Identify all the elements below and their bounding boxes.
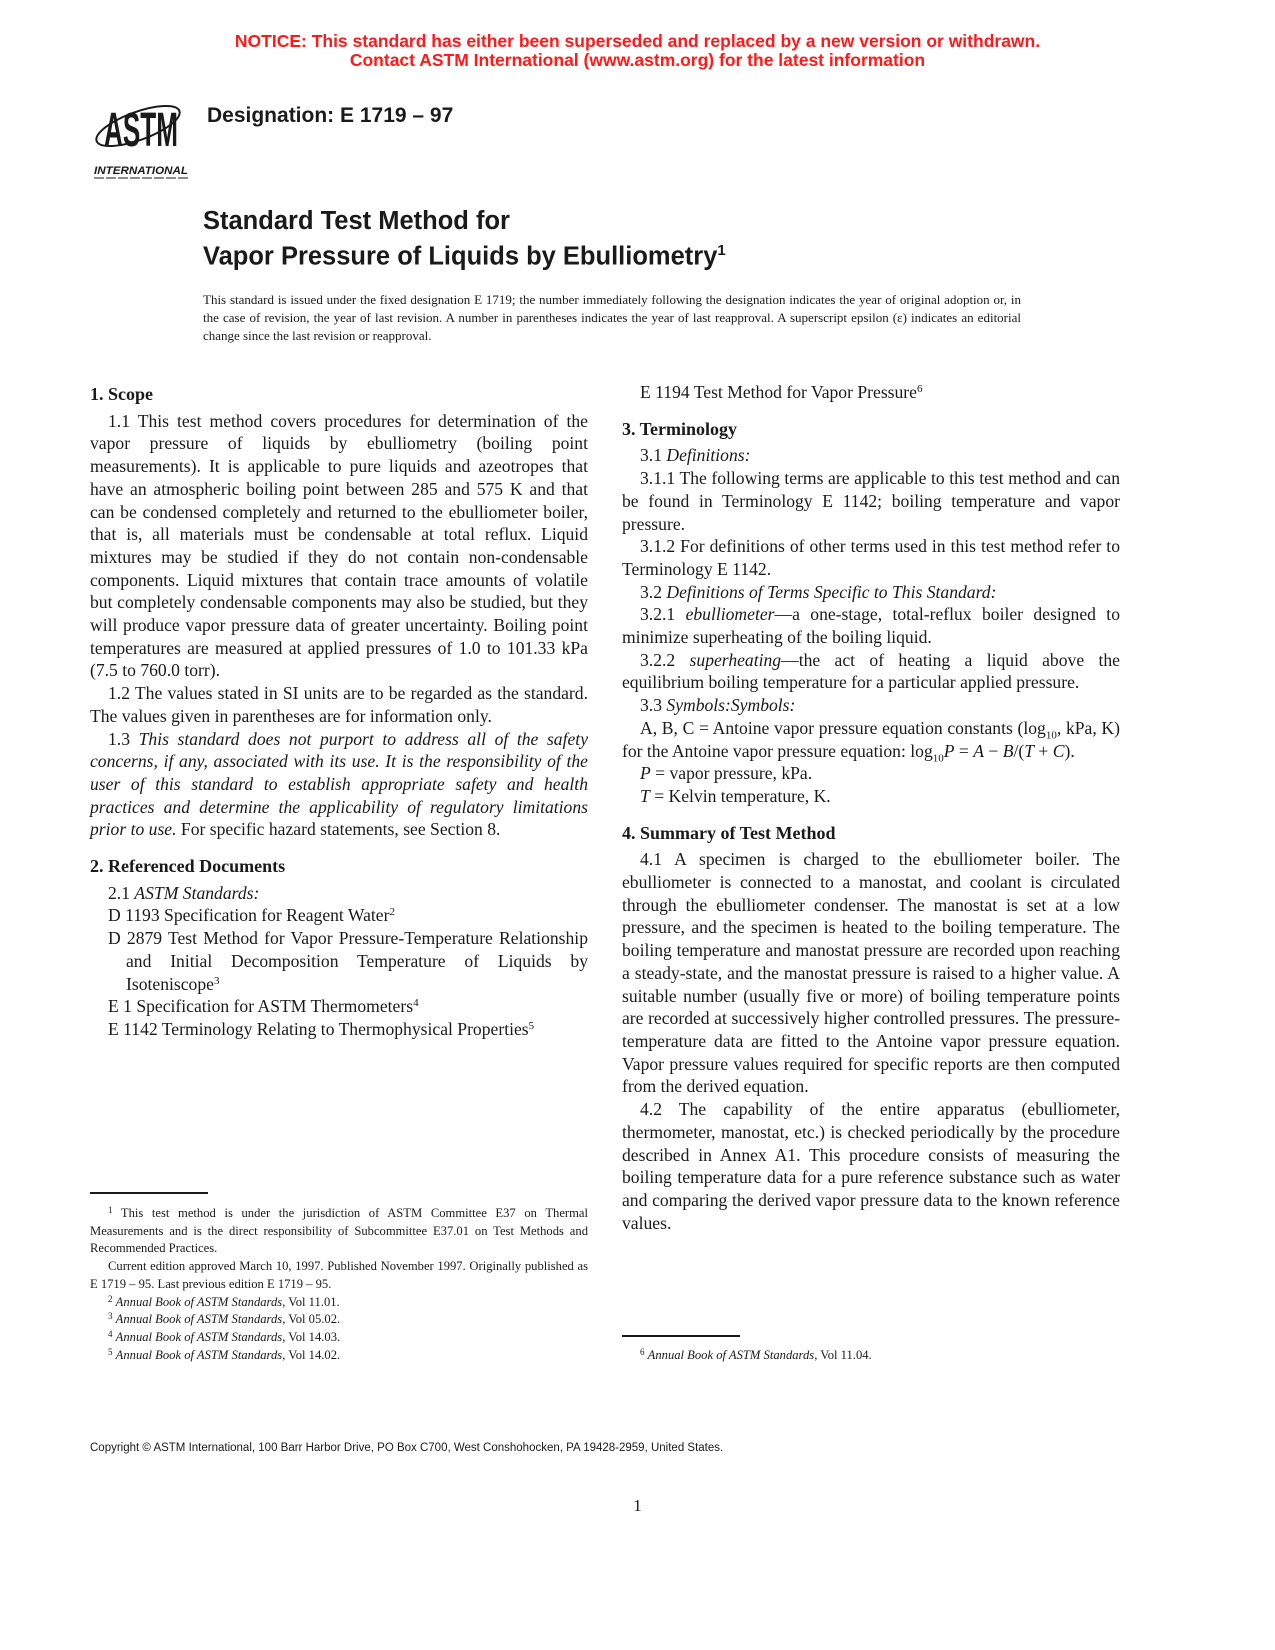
text-run: 6: [916, 383, 923, 395]
text-run: , kPa, K) for the Antoine vapor pressure equation: log: [622, 717, 1120, 761]
text-run: 2: [108, 1293, 113, 1304]
title-line-1: Standard Test Method for: [203, 207, 510, 235]
text-run: This standard does not purport to address all of the safety concerns, if any, associated with its use. It is the responsibility of the user of this standard to establish appropriate safety and health practices and determine the applicability of regulatory limitations prior to use.: [90, 728, 589, 840]
text-run: 4.1 A specimen is charged to the ebulliometer boiler. The ebulliometer is connected to a manostat, and coolant is circulated through the ebulliometer condenser. The manostat is set at a low pressure, and the specimen is heated to the boiling temperature. The boiling temperature and manostat pressure are recorded upon reaching a steady-state, and the manostat pressure is raised to a higher value. A suitable number (usually five or more) of boiling temperature points are recorded at successively higher controlled pressures. The pressure-temperature data are fitted to the Antoine vapor pressure equation. Vapor pressure values required for specific reports are then computed from the derived equation.: [622, 849, 1120, 1097]
section-heading: 4. Summary of Test Method: [622, 822, 836, 843]
text-run: 3.1.1 The following terms are applicable to this test method and can be found in Terminology E 1142; boiling temperature and vapor pressure.: [622, 468, 1120, 534]
paragraph: [90, 882, 588, 905]
text-run: A: [973, 740, 984, 761]
paragraph: [90, 682, 588, 727]
text-run: E 1194 Test Method for Vapor Pressure: [640, 382, 917, 402]
referenced-document: [90, 904, 588, 927]
text-run: 5: [108, 1346, 113, 1357]
text-run: C: [1052, 740, 1065, 761]
text-run: −: [983, 740, 1003, 761]
paragraph: [622, 467, 1120, 535]
section-heading: 1. Scope: [90, 384, 153, 404]
footnote: [90, 1329, 588, 1347]
text-run: Definitions of Terms Specific to This Standard:: [666, 581, 997, 602]
text-run: A, B, C = Antoine vapor pressure equation constants (log: [640, 717, 1046, 738]
paragraph: [622, 581, 1120, 604]
text-run: 1.2 The values stated in SI units are to be regarded as the standard. The values given in parentheses are for information only.: [90, 683, 588, 726]
page-number: 1: [633, 1496, 642, 1515]
title-text: Vapor Pressure of Liquids by Ebulliometry: [203, 242, 718, 271]
text-run: Annual Book of ASTM Standards: [115, 1347, 283, 1362]
notice-line-1: NOTICE: This standard has either been superseded and replaced by a new version or withdrawn.: [234, 31, 1041, 51]
astm-logo: [92, 86, 190, 182]
paragraph: [90, 410, 588, 682]
text-run: 1.1 This test method covers procedures for determination of the vapor pressure of liquids by ebulliometry (boiling point measurements). It is applicable to pure liquids and azeotropes that have an atmospheric boiling point between 285 and 575 K and that can be condensed completely and returned to the ebulliometer boiler, that is, all materials must be condensable at total reflux. Liquid mixtures may be studied if they do not contain non-condensable components. Liquid mixtures that contain trace amounts of volatile but completely condensable components may also be studied, but they will produce vapor pressure data of greater uncertainty. Boiling point temperatures are measured at applied pressures of 1.0 to 101.33 kPa (7.5 to 760.0 torr).: [90, 410, 588, 681]
text-run: , Vol 05.02.: [282, 1312, 341, 1327]
text-run: 3: [108, 1311, 113, 1322]
text-run: This test method is under the jurisdiction of ASTM Committee E37 on Thermal Measurements and is the direct responsibility of Subcommittee E37.01 on Test Methods and Recommended Practices.: [90, 1206, 588, 1256]
paragraph: [622, 649, 1120, 694]
text-run: 4: [413, 997, 419, 1010]
paragraph: [622, 762, 1120, 785]
left-column: [90, 381, 588, 1041]
paragraph: [622, 535, 1120, 580]
issue-note: This standard is issued under the fixed designation E 1719; the number immediately following the designation indicates the year of original adoption or, in the case of revision, the year of last revision. A number in parentheses indicates the year of last reapproval. A superscript epsilon (ε) indicates an editorial change since the last revision or reapproval.: [203, 292, 1021, 343]
text-run: Current edition approved March 10, 1997. Published November 1997. Originally published as E 1719 – 95. Last previous edition E 1719 – 95.: [90, 1259, 588, 1291]
footnotes-left: [90, 1205, 588, 1364]
text-run: 2.1: [108, 882, 135, 903]
text-run: 3.2.1: [640, 604, 686, 625]
text-run: /(: [1013, 740, 1025, 761]
section-heading: 2. Referenced Documents: [90, 856, 286, 877]
text-run: , Vol 14.03.: [282, 1329, 341, 1344]
text-run: superheating: [689, 649, 782, 670]
text-run: , Vol 11.04.: [814, 1348, 872, 1362]
text-run: = Kelvin temperature, K.: [649, 785, 831, 806]
footnote: [622, 1347, 1120, 1365]
referenced-document: [90, 995, 588, 1018]
text-run: P: [640, 763, 651, 784]
paragraph: [622, 717, 1120, 765]
text-run: Annual Book of ASTM Standards: [115, 1329, 283, 1344]
text-run: 3: [213, 974, 220, 987]
paragraph: [622, 603, 1120, 648]
text-run: E 1 Specification for ASTM Thermometers: [108, 996, 414, 1017]
text-run: 10: [1045, 729, 1057, 742]
text-run: Symbols:Symbols:: [666, 695, 796, 716]
text-run: ebulliometer: [685, 604, 775, 625]
footnote: [90, 1294, 588, 1312]
paragraph: [622, 848, 1120, 1098]
referenced-document: [90, 927, 588, 995]
text-run: =: [954, 740, 974, 761]
text-run: D 2879 Test Method for Vapor Pressure-Temperature Relationship and Initial Decomposition Temperature of Liquids by Isoteniscope: [108, 928, 588, 994]
footnote: [90, 1205, 588, 1258]
text-run: 5: [528, 1019, 535, 1032]
paragraph: [622, 694, 1120, 717]
text-run: For specific hazard statements, see Section 8.: [176, 819, 501, 840]
text-run: E 1142 Terminology Relating to Thermophysical Properties: [108, 1018, 529, 1039]
text-run: ).: [1064, 740, 1075, 761]
text-run: ASTM Standards:: [134, 882, 260, 903]
text-run: 3.2: [640, 581, 667, 602]
text-run: +: [1034, 740, 1053, 761]
paragraph: [622, 785, 1120, 808]
text-run: Annual Book of ASTM Standards: [115, 1312, 283, 1327]
text-run: 1: [108, 1205, 113, 1215]
paragraph: [622, 1098, 1120, 1234]
text-run: 3.3: [640, 695, 667, 716]
text-run: P: [943, 740, 955, 761]
text-run: Definitions:: [666, 445, 751, 466]
footnote-rule-left: [90, 1192, 208, 1194]
notice-line-2: Contact ASTM International (www.astm.org) for the latest information: [349, 50, 926, 70]
text-run: T: [640, 785, 650, 806]
text-run: —a one-stage, total-reflux boiler designed to minimize superheating of the boiling liquid.: [622, 604, 1120, 648]
footnote-rule-right: [622, 1335, 740, 1337]
paragraph: [90, 728, 588, 842]
right-column: [622, 381, 1120, 1234]
footnote: [90, 1258, 588, 1293]
text-run: 1.3: [108, 728, 139, 749]
text-run: B: [1002, 740, 1014, 761]
withdrawal-notice: [0, 32, 1275, 70]
referenced-document: [90, 1018, 588, 1041]
text-run: 3.1.2 For definitions of other terms used in this test method refer to Terminology E 1142.: [622, 536, 1120, 579]
text-run: Annual Book of ASTM Standards: [115, 1294, 283, 1309]
svg-text:ASTM: ASTM: [104, 103, 178, 157]
designation: Designation: E 1719 – 97: [207, 104, 454, 127]
text-run: 10: [932, 752, 944, 765]
text-run: 2: [389, 906, 395, 919]
section-heading: 3. Terminology: [622, 418, 738, 439]
title-line-2: [203, 236, 726, 272]
title-footnote-ref: 1: [717, 242, 726, 259]
copyright: Copyright © ASTM International, 100 Barr Harbor Drive, PO Box C700, West Conshohocken, PA 19428-2959, United States.: [90, 1442, 724, 1454]
text-run: T: [1024, 740, 1035, 761]
paragraph: [622, 444, 1120, 467]
document-title: [203, 206, 726, 272]
svg-text:INTERNATIONAL: INTERNATIONAL: [94, 165, 189, 177]
text-run: 6: [640, 1347, 645, 1357]
footnote: [90, 1311, 588, 1329]
text-run: 3.1: [640, 445, 667, 466]
footnote: [90, 1347, 588, 1365]
text-run: Annual Book of ASTM Standards: [647, 1348, 815, 1362]
text-run: D 1193 Specification for Reagent Water: [108, 905, 390, 926]
referenced-document: [622, 381, 1120, 404]
text-run: 3.2.2: [640, 649, 690, 670]
text-run: 4.2 The capability of the entire apparatus (ebulliometer, thermometer, manostat, etc.) is checked periodically by the procedure described in Annex A1. This procedure consists of measuring the boiling temperature data for a pure reference substance such as water and comparing the derived vapor pressure data to the known reference values.: [622, 1099, 1120, 1233]
text-run: —the act of heating a liquid above the equilibrium boiling temperature for a particular applied pressure.: [622, 649, 1120, 693]
text-run: = vapor pressure, kPa.: [650, 763, 813, 784]
text-run: 4: [108, 1328, 113, 1339]
text-run: , Vol 11.01.: [282, 1294, 340, 1309]
footnotes-right: [622, 1347, 1120, 1365]
text-run: , Vol 14.02.: [282, 1347, 341, 1362]
